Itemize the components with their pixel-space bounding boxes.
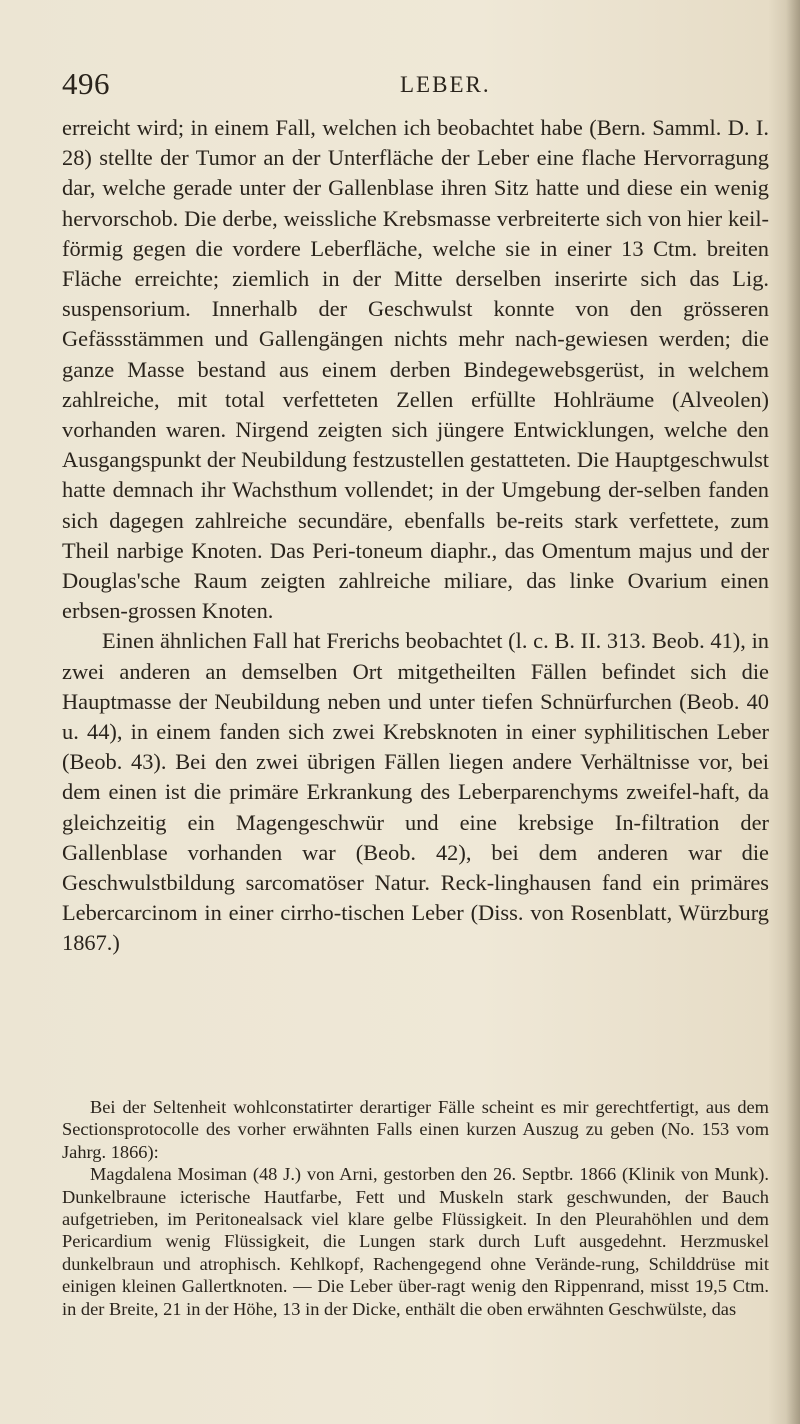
page-edge-shadow [786,0,800,1424]
body-paragraph: Einen ähnlichen Fall hat Frerichs beobachtet (l. c. B. II. 313. Beob. 41), in zwei anderen an demselben Ort mitgetheilten Fällen befindet sich die Hauptmasse der Neubildung neben und unter tiefen Schnürfurchen (Beob. 40 u. 44), in einem fanden sich zwei Krebsknoten in einer syphilitischen Leber (Beob. 43). Bei den zwei übrigen Fällen liegen andere Verhältnisse vor, bei dem einen ist die primäre Erkrankung des Leberparenchyms zweifel-haft, da gleichzeitig ein Magengeschwür und eine krebsige In-filtration der Gallenblase vorhanden war (Beob. 42), bei dem anderen war die Geschwulstbildung sarcomatöser Natur. Reck-linghausen fand ein primäres Lebercarcinom in einer cirrho-tischen Leber (Diss. von Rosenblatt, Würzburg 1867.) [62,628,769,956]
page-number: 496 [62,66,110,101]
small-print-paragraph: Bei der Seltenheit wohlconstatirter derartiger Fälle scheint es mir gerechtfertigt, aus dem Sectionsprotocolle des vorher erwähnten Falls einen kurzen Auszug zu geben (No. 153 vom Jahrg. 1866): [62,1097,769,1162]
running-head: LEBER. [400,72,491,97]
body-paragraph: erreicht wird; in einem Fall, welchen ich beobachtet habe (Bern. Samml. D. I. 28) stellte der Tumor an der Unterfläche der Leber eine flache Hervorragung dar, welche gerade unter der Gallenblase ihren Sitz hatte und diese ein wenig hervorschob. Die derbe, weissliche Krebsmasse verbreiterte sich von hier keil-förmig gegen die vordere Leberfläche, welche sie in einer 13 Ctm. breiten Fläche erreichte; ziemlich in der Mitte derselben inserirte sich das Lig. suspensorium. Innerhalb der Geschwulst konnte von den grösseren Gefässstämmen und Gallengängen nichts mehr nach-gewiesen werden; die ganze Masse bestand aus einem derben Bindegewebsgerüst, in welchem zahlreiche, mit total verfetteten Zellen erfüllte Hohlräume (Alveolen) vorhanden waren. Nirgend zeigten sich jüngere Entwicklungen, welche den Ausgangspunkt der Neubildung festzustellen gestatteten. Die Hauptgeschwulst hatte demnach ihr Wachsthum vollendet; in der Umgebung der-selben fanden sich dagegen zahlreiche secundäre, ebenfalls be-reits stark verfettete, zum Theil narbige Knoten. Das Peri-toneum diaphr., das Omentum majus und der Douglas'sche Raum zeigten zahlreiche miliare, das linke Ovarium einen erbsen-grossen Knoten. [62,115,770,624]
page-header [60,66,750,106]
small-print-paragraph: Magdalena Mosiman (48 J.) von Arni, gestorben den 26. Septbr. 1866 (Klinik von Munk). Dunkelbraune icterische Hautfarbe, Fett und Muskeln stark geschwunden, der Bauch aufgetrieben, im Peritonealsack viel klare gelbe Flüssigkeit. In den Pleurahöhlen und dem Pericardium wenig Flüssigkeit, die Lungen stark durch Luft ausgedehnt. Herzmuskel dunkelbraun und atrophisch. Kehlkopf, Rachengegend ohne Verände-rung, Schilddrüse mit einigen kleinen Gallertknoten. — Die Leber über-ragt wenig den Rippenrand, misst 19,5 Ctm. in der Breite, 21 in der Höhe, 13 in der Dicke, enthält die oben erwähnten Geschwülste, das [62,1164,769,1319]
footnote-text [62,1096,769,1320]
main-text [62,113,769,959]
